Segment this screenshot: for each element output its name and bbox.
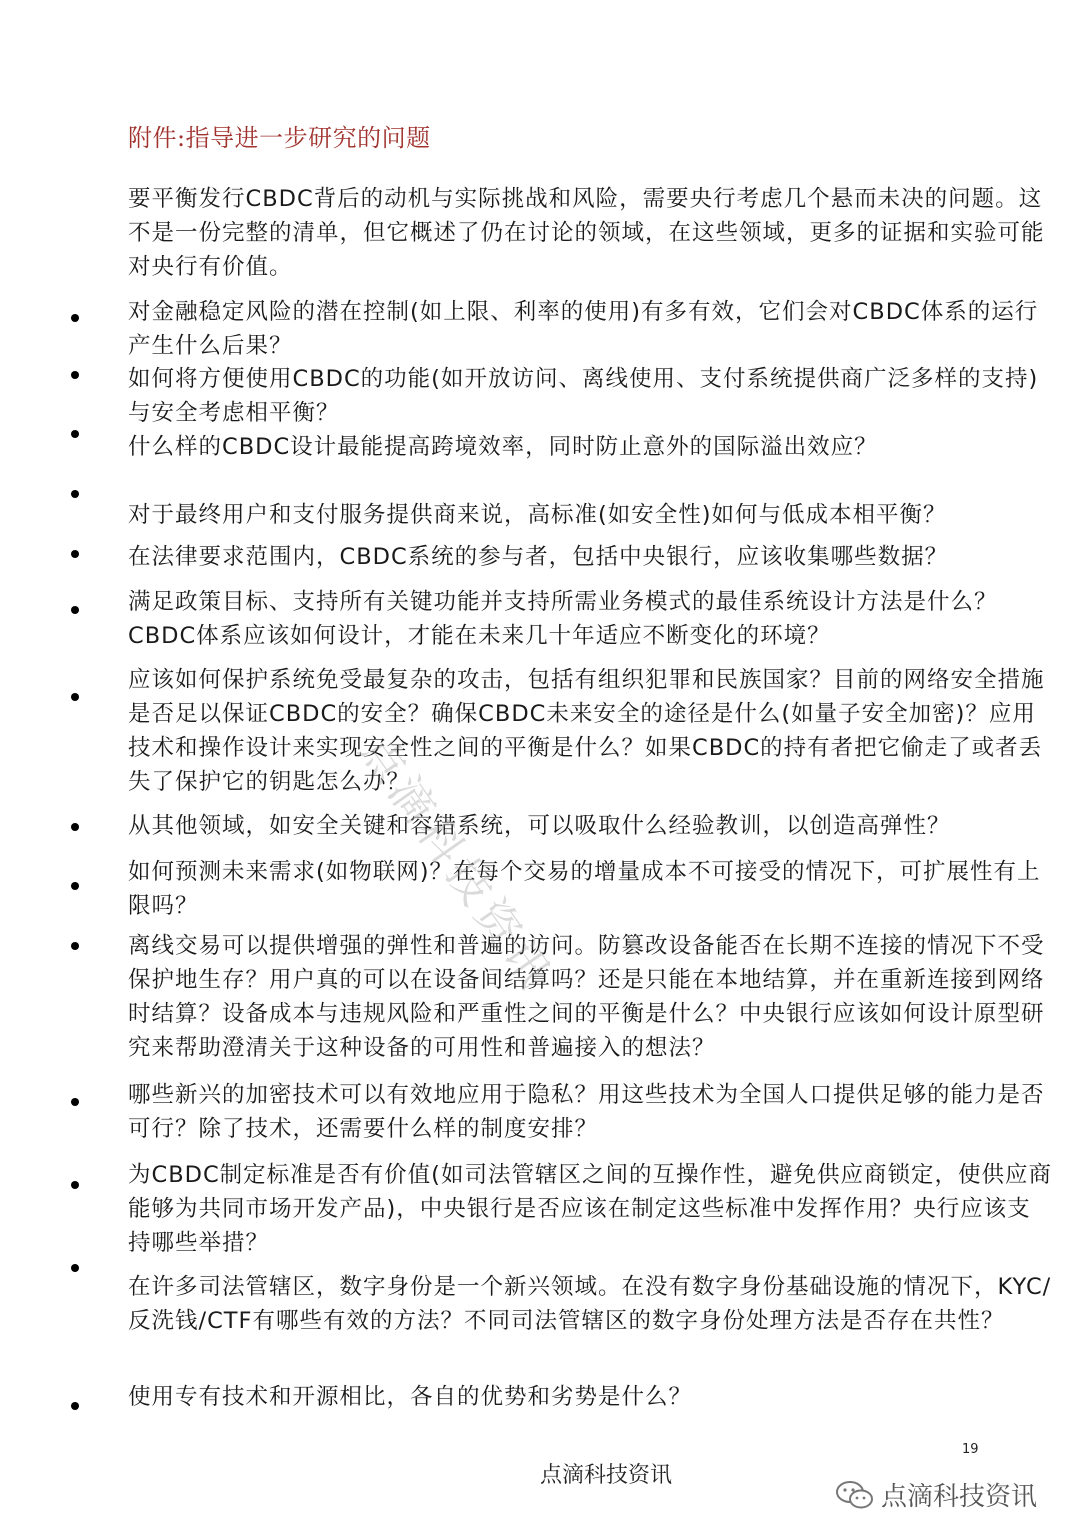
- list-item: 在法律要求范围内，CBDC系统的参与者，包括中央银行，应该收集哪些数据？: [128, 544, 949, 570]
- list-item: 在许多司法管辖区，数字身份是一个新兴领域。在没有数字身份基础设施的情况下，KYC/反洗钱/CTF有哪些有效的方法？不同司法管辖区的数字身份处理方法是否存在共性？: [128, 1274, 1052, 1334]
- list-item: 使用专有技术和开源相比，各自的优势和劣势是什么？: [128, 1384, 693, 1410]
- list-item: 从其他领域，如安全关键和容错系统，可以吸取什么经验教训，以创造高弹性？: [128, 813, 951, 839]
- bullet-dot: [71, 942, 79, 950]
- list-item: 离线交易可以提供增强的弹性和普遍的访问。防篡改设备能否在长期不连接的情况下不受保护地生存？用户真的可以在设备间结算吗？还是只能在本地结算，并在重新连接到网络时结算？设备成本与违规风险和严重性之间的平衡是什么？中央银行应该如何设计原型研究来帮助澄清关于这种设备的可用性和普遍接入的想法？: [128, 933, 1045, 1061]
- bullet-dot: [71, 490, 79, 498]
- list-item: 满足政策目标、支持所有关键功能并支持所需业务模式的最佳系统设计方法是什么？CBDC体系应该如何设计，才能在未来几十年适应不断变化的环境？: [128, 589, 998, 649]
- list-item: 对于最终用户和支付服务提供商来说，高标准(如安全性)如何与低成本相平衡？: [128, 502, 947, 528]
- bullet-dot: [71, 606, 79, 614]
- list-item: 对金融稳定风险的潜在控制(如上限、利率的使用)有多有效，它们会对CBDC体系的运行产生什么后果？: [128, 299, 1039, 359]
- bullet-dot: [71, 823, 79, 831]
- appendix-heading: 附件:指导进一步研究的问题: [128, 124, 431, 152]
- intro-paragraph: 要平衡发行CBDC背后的动机与实际挑战和风险，需要央行考虑几个悬而未决的问题。这不是一份完整的清单，但它概述了仍在讨论的领域，在这些领域，更多的证据和实验可能对央行有价值。: [128, 186, 1045, 280]
- bullet-dot: [71, 371, 79, 379]
- bullet-dot: [71, 1181, 79, 1189]
- bullet-dot: [71, 550, 79, 558]
- bullet-dot: [71, 1264, 79, 1272]
- watermark: 点滴科技资讯: [349, 726, 564, 1002]
- list-item: 什么样的CBDC设计最能提高跨境效率，同时防止意外的国际溢出效应？: [128, 434, 878, 460]
- bullet-dot: [71, 693, 79, 701]
- wechat-label: 点滴科技资讯: [881, 1482, 1038, 1512]
- list-item: 为CBDC制定标准是否有价值(如司法管辖区之间的互操作性，避免供应商锁定，使供应商能够为共同市场开发产品)，中央银行是否应该在制定这些标准中发挥作用？央行应该支持哪些举措？: [128, 1162, 1052, 1256]
- bullet-dot: [71, 314, 79, 322]
- wechat-icon: [835, 1480, 875, 1510]
- wechat-badge: [835, 1476, 1037, 1513]
- bullet-dot: [71, 1402, 79, 1410]
- page-number: 19: [962, 1442, 979, 1457]
- list-item: 如何将方便使用CBDC的功能(如开放访问、离线使用、支付系统提供商广泛多样的支持)与安全考虑相平衡？: [128, 366, 1039, 426]
- footer-brand: 点滴科技资讯: [540, 1463, 673, 1488]
- bullet-dot: [71, 882, 79, 890]
- list-item: 如何预测未来需求(如物联网)？在每个交易的增量成本不可接受的情况下，可扩展性有上限吗？: [128, 859, 1041, 919]
- bullet-dot: [71, 1098, 79, 1106]
- list-item: 应该如何保护系统免受最复杂的攻击，包括有组织犯罪和民族国家？目前的网络安全措施是否足以保证CBDC的安全？确保CBDC未来安全的途径是什么(如量子安全加密)？应用技术和操作设计来实现安全性之间的平衡是什么？如果CBDC的持有者把它偷走了或者丢失了保护它的钥匙怎么办？: [128, 667, 1045, 795]
- list-item: 哪些新兴的加密技术可以有效地应用于隐私？用这些技术为全国人口提供足够的能力是否可行？除了技术，还需要什么样的制度安排？: [128, 1082, 1045, 1142]
- bullet-dot: [71, 430, 79, 438]
